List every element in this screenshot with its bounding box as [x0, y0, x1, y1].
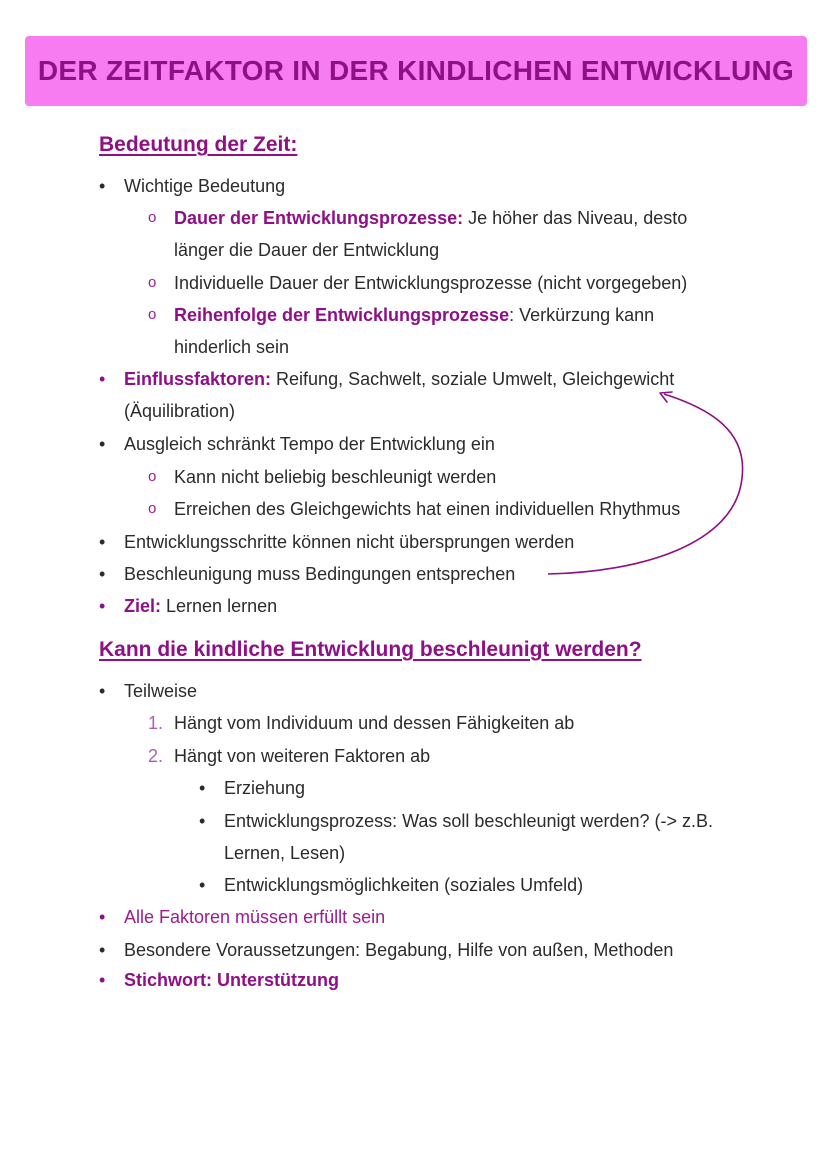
list-item: Stichwort: Unterstützung [124, 970, 339, 990]
bullet-marker: • [99, 940, 106, 960]
list-item: Erziehung [224, 778, 306, 798]
list-item: Entwicklungsmöglichkeiten (soziales Umfeld) [224, 875, 584, 895]
term-text: Je höher das Niveau, desto [463, 208, 688, 228]
page-title: DER ZEITFAKTOR IN DER KINDLICHEN ENTWICKLUNG [37, 55, 795, 86]
number-marker: 1. [148, 713, 164, 733]
term-label: Reihenfolge der Entwicklungsprozesse [174, 305, 510, 325]
bullet-marker: • [99, 681, 106, 701]
bullet-marker: • [99, 369, 106, 389]
list-item-continuation: länger die Dauer der Entwicklung [174, 240, 440, 260]
list-item: Teilweise [124, 681, 198, 701]
sub-bullet-marker: o [148, 500, 157, 517]
list-item: Alle Faktoren müssen erfüllt sein [124, 907, 386, 927]
section-heading-bedeutung: Bedeutung der Zeit: [99, 133, 298, 156]
list-item: Besondere Voraussetzungen: Begabung, Hilfe von außen, Methoden [124, 940, 674, 960]
bullet-marker: • [199, 811, 206, 831]
list-item: Hängt von weiteren Faktoren ab [174, 746, 431, 766]
term-label: Dauer der Entwicklungsprozesse: [174, 208, 464, 228]
list-item: Wichtige Bedeutung [124, 176, 286, 196]
list-item: Hängt vom Individuum und dessen Fähigkeiten ab [174, 713, 575, 733]
bullet-marker: • [99, 596, 106, 616]
sub-bullet-marker: o [148, 274, 157, 291]
list-item-continuation: (Äquilibration) [124, 401, 236, 421]
bullet-marker: • [99, 907, 106, 927]
term-label: Einflussfaktoren: [124, 369, 272, 389]
term-text: : Verkürzung kann [509, 305, 655, 325]
bullet-marker: • [199, 875, 206, 895]
list-item: Ausgleich schränkt Tempo der Entwicklung ein [124, 434, 495, 454]
list-item: Erreichen des Gleichgewichts hat einen individuellen Rhythmus [174, 499, 681, 519]
list-item: Kann nicht beliebig beschleunigt werden [174, 467, 497, 487]
term-text: Reifung, Sachwelt, soziale Umwelt, Gleichgewicht [271, 369, 675, 389]
term-label: Ziel: [124, 596, 162, 616]
sub-bullet-marker: o [148, 306, 157, 323]
bullet-marker: • [99, 564, 106, 584]
list-item-continuation: hinderlich sein [174, 337, 290, 357]
list-item: Entwicklungsschritte können nicht übersprungen werden [124, 532, 575, 552]
bullet-marker: • [99, 434, 106, 454]
number-marker: 2. [148, 746, 164, 766]
bullet-marker: • [99, 176, 106, 196]
list-item: Entwicklungsprozess: Was soll beschleunigt werden? (-> z.B. [224, 811, 714, 831]
bullet-marker: • [99, 970, 106, 990]
list-item: Individuelle Dauer der Entwicklungsprozesse (nicht vorgegeben) [174, 273, 688, 293]
bullet-marker: • [99, 532, 106, 552]
sub-bullet-marker: o [148, 209, 157, 226]
list-item: Beschleunigung muss Bedingungen entsprechen [124, 564, 516, 584]
section-heading-beschleunigung: Kann die kindliche Entwicklung beschleunigt werden? [99, 638, 642, 661]
list-item-continuation: Lernen, Lesen) [224, 843, 346, 863]
term-text: Lernen lernen [161, 596, 278, 616]
bullet-marker: • [199, 778, 206, 798]
sub-bullet-marker: o [148, 468, 157, 485]
